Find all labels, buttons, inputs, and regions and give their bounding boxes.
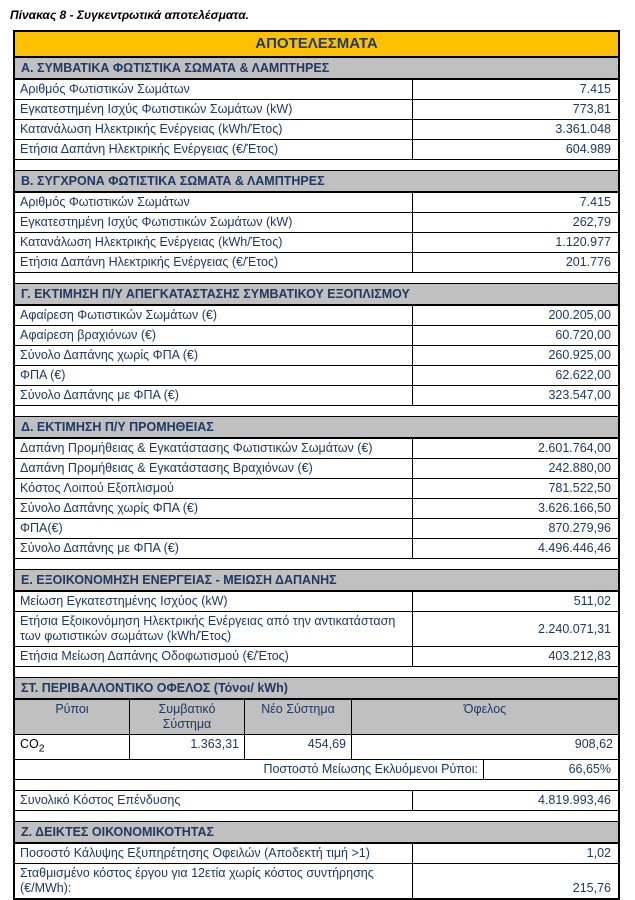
reduction-value: 66,65%: [483, 760, 618, 779]
row-value: 403.212,83: [412, 647, 618, 666]
table-row: [15, 232, 618, 252]
row-label: Δαπάνη Προμήθειας & Εγκατάστασης Φωτιστικών Σωμάτων (€): [20, 441, 373, 455]
row-value: 870.279,96: [412, 519, 618, 538]
row-value: 242.880,00: [412, 459, 618, 478]
row-value: 604.989: [412, 140, 618, 159]
table-row: [15, 591, 618, 611]
table-row: [15, 139, 618, 159]
row-value: 781.522,50: [412, 479, 618, 498]
row-label: Αφαίρεση βραχιόνων (€): [20, 328, 157, 342]
table-row: [15, 385, 618, 405]
table-row: [15, 305, 618, 325]
section-spacer: [15, 405, 618, 416]
row-label: Κατανάλωση Ηλεκτρικής Ενέργειας (kWh/Έτος): [20, 235, 283, 249]
table-row: [15, 843, 618, 863]
row-label: ΦΠΑ (€): [20, 368, 66, 382]
section-header-a: Α. ΣΥΜΒΑΤΙΚΑ ΦΩΤΙΣΤΙΚΑ ΣΩΜΑΤΑ & ΛΑΜΠΤΗΡΕΣ: [15, 57, 618, 79]
section-header-st: ΣΤ. ΠΕΡΙΒΑΛΛΟΝΤΙΚΟ ΟΦΕΛΟΣ (Τόνοι/ kWh): [15, 677, 618, 699]
row-value: 215,76: [412, 864, 618, 898]
section-header-d: Δ. ΕΚΤΙΜΗΣΗ Π/Υ ΠΡΟΜΗΘΕΙΑΣ: [15, 416, 618, 438]
row-value: 200.205,00: [412, 306, 618, 325]
row-value: 7.415: [412, 193, 618, 212]
table-row: [15, 478, 618, 498]
row-label: Ετήσια Εξοικονόμηση Ηλεκτρικής Ενέργειας από την αντικατάσταση των φωτιστικών σωμάτων (kWh/Έτος): [20, 614, 396, 643]
co2-new-system-value: 454,69: [244, 735, 351, 759]
row-value: 260.925,00: [412, 346, 618, 365]
row-value: 3.361.048: [412, 120, 618, 139]
column-header-benefit: Όφελος: [351, 700, 618, 734]
table-row: [15, 325, 618, 345]
row-label: Δαπάνη Προμήθειας & Εγκατάστασης Βραχιόνων (€): [20, 461, 313, 475]
row-label: Σύνολο Δαπάνης χωρίς ΦΠΑ (€): [20, 501, 199, 515]
row-label: Εγκατεστημένη Ισχύς Φωτιστικών Σωμάτων (kW): [20, 102, 293, 116]
section-header-c: Γ. ΕΚΤΙΜΗΣΗ Π/Υ ΑΠΕΓΚΑΤΑΣΤΑΣΗΣ ΣΥΜΒΑΤΙΚΟΥ ΕΞΟΠΛΙΣΜΟΥ: [15, 283, 618, 305]
table-row: [15, 498, 618, 518]
row-label: Σύνολο Δαπάνης με ΦΠΑ (€): [20, 388, 179, 402]
table-row: [15, 438, 618, 458]
row-value: 1,02: [412, 844, 618, 863]
row-label: Μείωση Εγκατεστημένης Ισχύος (kW): [20, 594, 228, 608]
row-label: Εγκατεστημένη Ισχύς Φωτιστικών Σωμάτων (kW): [20, 215, 293, 229]
row-value: 7.415: [412, 80, 618, 99]
table-row: [15, 646, 618, 666]
table-row: [15, 212, 618, 232]
table-row: [15, 345, 618, 365]
table-row: [15, 99, 618, 119]
row-label: Ετήσια Μείωση Δαπάνης Οδοφωτισμού (€/Έτος): [20, 649, 289, 663]
table-row: [15, 79, 618, 99]
row-label: Αφαίρεση Φωτιστικών Σωμάτων (€): [20, 308, 217, 322]
section-header-b: Β. ΣΥΓΧΡΟΝΑ ΦΩΤΙΣΤΙΚΑ ΣΩΜΑΤΑ & ΛΑΜΠΤΗΡΕΣ: [15, 170, 618, 192]
row-value: 60.720,00: [412, 326, 618, 345]
row-value: 201.776: [412, 253, 618, 272]
column-header-pollutants: Ρύποι: [15, 700, 129, 734]
pollutant-name: $CO_2$: [20, 737, 45, 755]
table-title: ΑΠΟΤΕΛΕΣΜΑΤΑ: [15, 32, 618, 57]
row-value: 511,02: [412, 592, 618, 611]
table-caption: Πίνακας 8 - Συγκεντρωτικά αποτελέσματα.: [10, 8, 249, 22]
row-value: 2.601.764,00: [412, 439, 618, 458]
row-label: Αριθμός Φωτιστικών Σωμάτων: [20, 195, 190, 209]
table-row: [15, 252, 618, 272]
row-label: Κατανάλωση Ηλεκτρικής Ενέργειας (kWh/Έτος): [20, 122, 283, 136]
section-spacer: [15, 666, 618, 677]
table-row: [15, 119, 618, 139]
row-label: Αριθμός Φωτιστικών Σωμάτων: [20, 82, 190, 96]
total-investment-row: [15, 790, 618, 810]
row-value: 4.496.446,46: [412, 539, 618, 558]
row-label: Ετήσια Δαπάνη Ηλεκτρικής Ενέργειας (€/Έτος): [20, 142, 279, 156]
row-label: Σύνολο Δαπάνης χωρίς ΦΠΑ (€): [20, 348, 199, 362]
section-spacer: [15, 558, 618, 569]
table-row: [15, 365, 618, 385]
results-table: [13, 30, 620, 900]
environment-columns-row: [15, 699, 618, 734]
co2-conventional-value: 1.363,31: [129, 735, 244, 759]
row-label: Ετήσια Δαπάνη Ηλεκτρικής Ενέργειας (€/Έτος): [20, 255, 279, 269]
row-label: Σταθμισμένο κόστος έργου για 12ετία χωρίς κόστος συντήρησης (€/MWh):: [20, 865, 374, 895]
reduction-percentage-row: [15, 759, 618, 779]
row-value: 2.240.071,31: [412, 612, 618, 646]
row-label: Κόστος Λοιπού Εξοπλισμού: [20, 481, 174, 495]
section-spacer: [15, 272, 618, 283]
co2-benefit-value: 908,62: [351, 735, 618, 759]
row-label: ΦΠΑ(€): [20, 521, 63, 535]
row-value: 1.120.977: [412, 233, 618, 252]
section-header-e: Ε. ΕΞΟΙΚΟΝΟΜΗΣΗ ΕΝΕΡΓΕΙΑΣ - ΜΕΙΩΣΗ ΔΑΠΑΝΗΣ: [15, 569, 618, 591]
co2-row: [15, 734, 618, 759]
row-value: 773,81: [412, 100, 618, 119]
row-label: Συνολικό Κόστος Επένδυσης: [20, 792, 181, 807]
row-label: Σύνολο Δαπάνης με ΦΠΑ (€): [20, 541, 179, 555]
table-row: [15, 458, 618, 478]
table-row: [15, 518, 618, 538]
reduction-label: Ποστοστό Μείωσης Εκλυόμενοι Ρύποι:: [263, 761, 478, 776]
section-spacer: [15, 159, 618, 170]
section-spacer: [15, 810, 618, 821]
row-value: 4.819.993,46: [412, 791, 618, 810]
table-row: [15, 538, 618, 558]
column-header-conventional: Συμβατικό Σύστημα: [129, 700, 244, 734]
table-row: [15, 192, 618, 212]
table-row: [15, 611, 618, 646]
section-header-z: Ζ. ΔΕΙΚΤΕΣ ΟΙΚΟΝΟΜΙΚΟΤΗΤΑΣ: [15, 821, 618, 843]
row-value: 323.547,00: [412, 386, 618, 405]
table-row: [15, 863, 618, 898]
column-header-new-system: Νέο Σύστημα: [244, 700, 351, 734]
row-value: 262,79: [412, 213, 618, 232]
row-value: 3.626.166,50: [412, 499, 618, 518]
row-value: 62.622,00: [412, 366, 618, 385]
row-label: Ποσοστό Κάλυψης Εξυπηρέτησης Οφειλών (Αποδεκτή τιμή >1): [20, 845, 370, 860]
section-spacer: [15, 779, 618, 790]
